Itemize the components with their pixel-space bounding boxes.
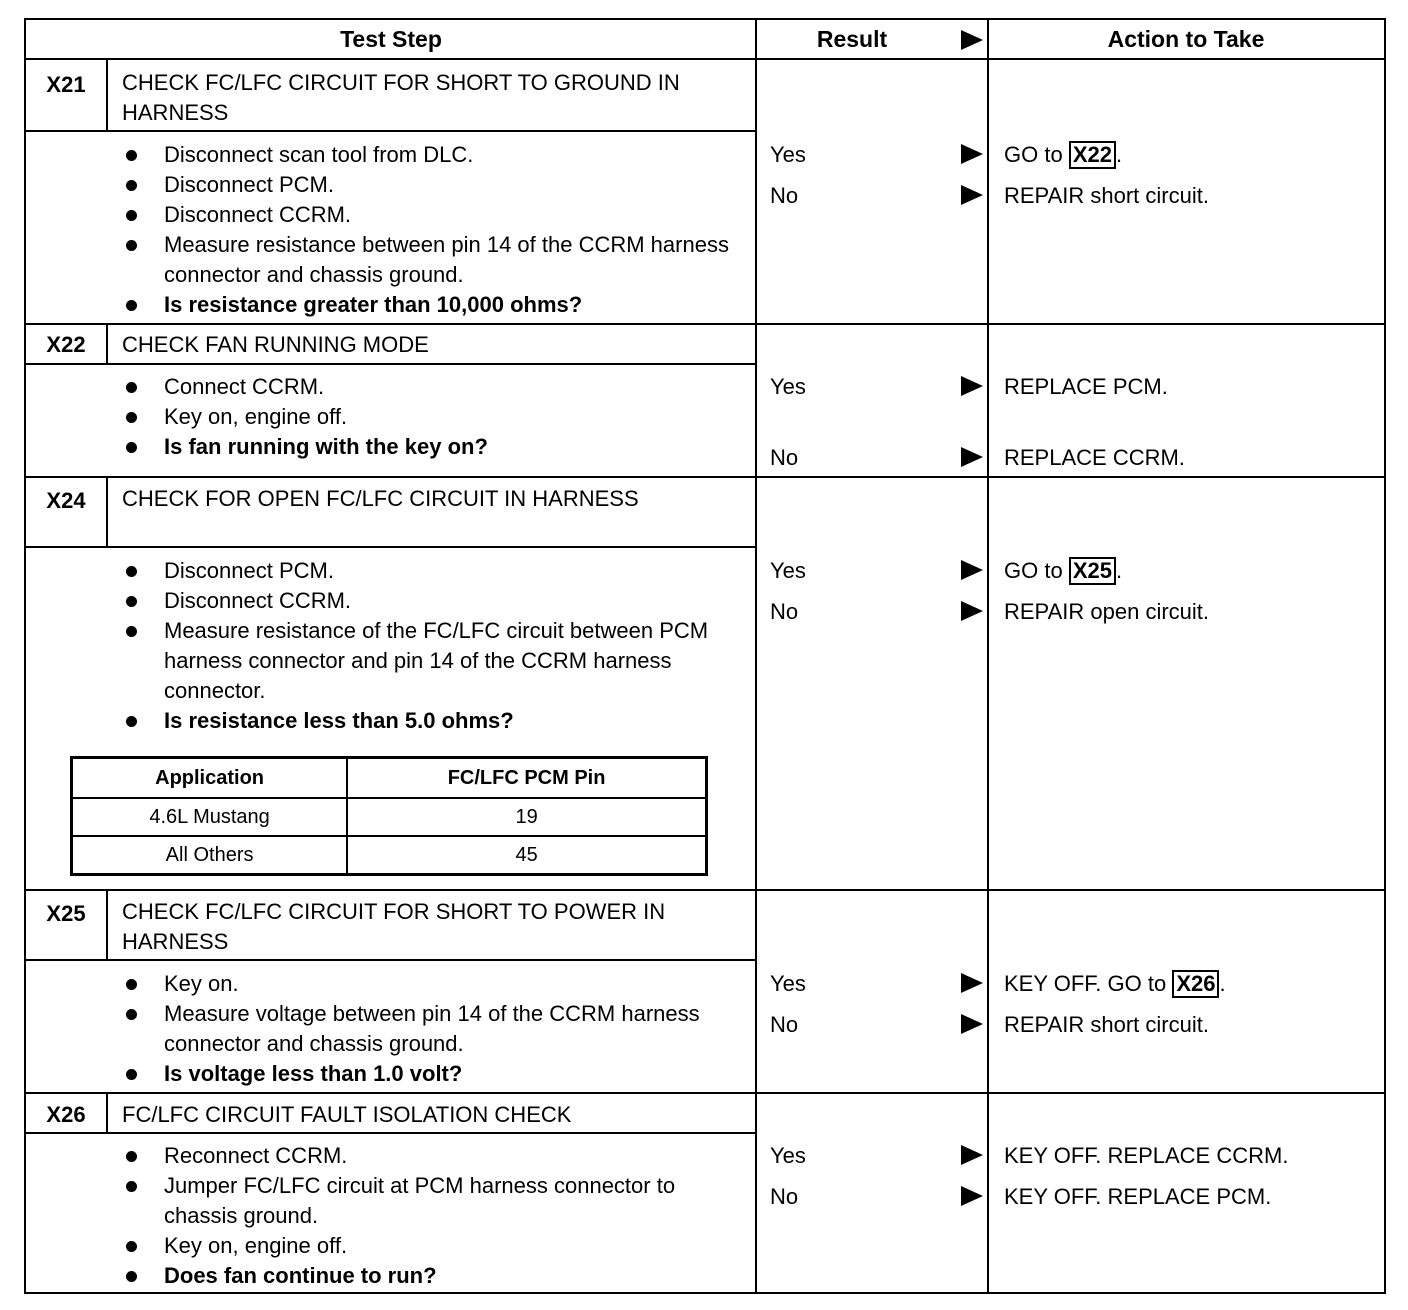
pin-table-row: [72, 836, 707, 875]
arrow-icon: [961, 1186, 983, 1206]
step-list: [122, 1141, 742, 1291]
result-no: No: [770, 445, 799, 470]
step-question: Is voltage less than 1.0 volt?: [122, 1059, 742, 1089]
step-item: Key on.: [122, 969, 742, 999]
action-yes: [1004, 969, 1384, 999]
pin-table-cell: 19: [347, 798, 706, 836]
action-yes: KEY OFF. REPLACE CCRM.: [1004, 1143, 1289, 1168]
step-item: Reconnect CCRM.: [122, 1141, 742, 1171]
header-result-label: Result: [816, 25, 888, 52]
step-title: CHECK FC/LFC CIRCUIT FOR SHORT TO GROUND IN HARNESS: [122, 70, 680, 125]
step-item: Disconnect CCRM.: [122, 586, 742, 616]
step-id: X21: [46, 72, 86, 97]
step-list: [122, 556, 742, 736]
result-yes: Yes: [770, 558, 806, 583]
step-list: [122, 140, 742, 320]
action-suffix: .: [1219, 971, 1226, 996]
step-item: Connect CCRM.: [122, 372, 742, 402]
step-id: X25: [46, 901, 86, 926]
action-text: KEY OFF. GO to: [1004, 971, 1167, 996]
step-question: Is fan running with the key on?: [122, 432, 742, 462]
header-arrow-icon: [961, 30, 983, 50]
action-yes: [1004, 556, 1384, 586]
arrow-icon: [961, 376, 983, 396]
id-divider: [106, 323, 108, 365]
column-divider: [755, 20, 757, 1292]
header-result: [756, 20, 988, 60]
pin-table: [70, 756, 708, 876]
step-item: Measure resistance between pin 14 of the CCRM harness connector and chassis ground.: [122, 230, 742, 290]
result-no: No: [770, 183, 799, 208]
action-yes: REPLACE PCM.: [1004, 374, 1168, 399]
result-yes: Yes: [770, 971, 806, 996]
step-id: X22: [46, 332, 86, 357]
section-divider: [26, 889, 1384, 891]
id-divider: [106, 1092, 108, 1134]
pin-table-header-row: [72, 758, 707, 799]
step-ref-link[interactable]: X22: [1069, 141, 1116, 169]
step-question: Is resistance less than 5.0 ohms?: [122, 706, 742, 736]
step-item: Measure resistance of the FC/LFC circuit between PCM harness connector and pin 14 of the CCRM harness connector.: [122, 616, 742, 706]
action-no: REPAIR short circuit.: [1004, 183, 1209, 208]
pin-table-cell: 4.6L Mustang: [72, 798, 348, 836]
arrow-icon: [961, 144, 983, 164]
step-ref-link[interactable]: X26: [1172, 970, 1219, 998]
arrow-icon: [961, 1014, 983, 1034]
title-divider: [26, 363, 756, 365]
action-no: REPLACE CCRM.: [1004, 445, 1185, 470]
action-no: REPAIR short circuit.: [1004, 1012, 1209, 1037]
result-yes: Yes: [770, 142, 806, 167]
pin-table-cell: 45: [347, 836, 706, 875]
section-divider: [26, 476, 1384, 478]
column-divider: [987, 20, 989, 1292]
step-title: FC/LFC CIRCUIT FAULT ISOLATION CHECK: [122, 1102, 572, 1127]
step-item: Disconnect PCM.: [122, 556, 742, 586]
step-list: [122, 969, 742, 1089]
arrow-icon: [961, 1145, 983, 1165]
pin-table-header: FC/LFC PCM Pin: [347, 758, 706, 799]
id-divider: [106, 889, 108, 961]
result-yes: Yes: [770, 374, 806, 399]
arrow-icon: [961, 185, 983, 205]
section-divider: [26, 1092, 1384, 1094]
step-item: Measure voltage between pin 14 of the CCRM harness connector and chassis ground.: [122, 999, 742, 1059]
step-title: CHECK FC/LFC CIRCUIT FOR SHORT TO POWER IN HARNESS: [122, 899, 666, 954]
step-item: Disconnect CCRM.: [122, 200, 742, 230]
step-ref-link[interactable]: X25: [1069, 557, 1116, 585]
title-divider: [26, 546, 756, 548]
arrow-icon: [961, 447, 983, 467]
diagnostic-table: [24, 18, 1386, 1294]
step-item: Jumper FC/LFC circuit at PCM harness connector to chassis ground.: [122, 1171, 742, 1231]
arrow-icon: [961, 560, 983, 580]
result-no: No: [770, 1184, 799, 1209]
pin-table-header: Application: [72, 758, 348, 799]
step-title: CHECK FAN RUNNING MODE: [122, 332, 429, 357]
action-no: KEY OFF. REPLACE PCM.: [1004, 1184, 1272, 1209]
header-action: Action to Take: [988, 20, 1384, 60]
action-suffix: .: [1115, 142, 1123, 167]
arrow-icon: [961, 601, 983, 621]
step-item: Key on, engine off.: [122, 402, 742, 432]
title-divider: [26, 130, 756, 132]
step-list: [122, 372, 742, 462]
action-text: GO to: [1004, 558, 1063, 583]
action-text: GO to: [1004, 142, 1063, 167]
header-test-step: Test Step: [26, 20, 756, 60]
result-no: No: [770, 1012, 799, 1037]
step-title: CHECK FOR OPEN FC/LFC CIRCUIT IN HARNESS: [122, 486, 639, 511]
section-divider: [26, 323, 1384, 325]
step-item: Key on, engine off.: [122, 1231, 742, 1261]
step-item: Disconnect PCM.: [122, 170, 742, 200]
title-divider: [26, 1132, 756, 1134]
step-item: Disconnect scan tool from DLC.: [122, 140, 742, 170]
step-id: X24: [46, 488, 86, 513]
pin-table-row: [72, 798, 707, 836]
id-divider: [106, 60, 108, 132]
result-yes: Yes: [770, 1143, 806, 1168]
step-id: X26: [46, 1102, 86, 1127]
result-no: No: [770, 599, 799, 624]
step-question: Does fan continue to run?: [122, 1261, 742, 1291]
action-yes: [1004, 140, 1384, 170]
action-no: REPAIR open circuit.: [1004, 599, 1210, 624]
id-divider: [106, 476, 108, 548]
action-suffix: .: [1115, 558, 1123, 583]
pin-table-cell: All Others: [72, 836, 348, 875]
title-divider: [26, 959, 756, 961]
step-question: Is resistance greater than 10,000 ohms?: [122, 290, 742, 320]
arrow-icon: [961, 973, 983, 993]
